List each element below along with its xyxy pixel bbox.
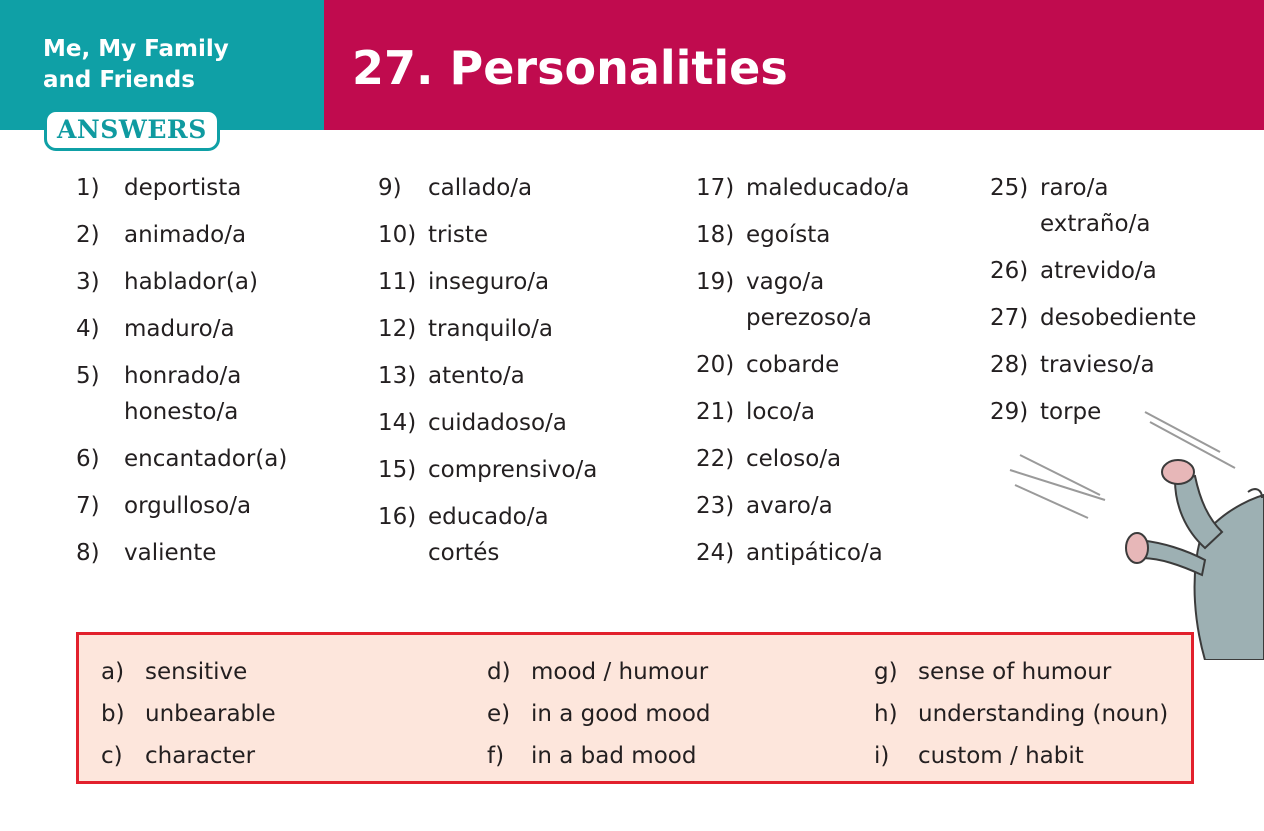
answer-words (428, 264, 549, 300)
vocabulary-text: character (145, 743, 256, 769)
falling-elephant-icon (1000, 400, 1264, 660)
answer-text: maleducado/a (746, 175, 910, 201)
answer-item (696, 441, 909, 477)
vocabulary-box (76, 632, 1194, 784)
answer-number: 24) (696, 540, 735, 566)
answer-number: 23) (696, 493, 735, 519)
answer-words (124, 264, 258, 300)
answer-number: 14) (378, 410, 417, 436)
answer-words (428, 499, 549, 571)
answer-text: callado/a (428, 175, 533, 201)
answer-item (76, 264, 287, 300)
answer-text: cortés (428, 540, 500, 566)
answer-text: deportista (124, 175, 242, 201)
answer-words (746, 488, 833, 524)
answer-words (746, 170, 909, 206)
answer-number: 21) (696, 399, 735, 425)
answer-item (76, 535, 287, 571)
answer-words (746, 394, 815, 430)
answer-words (124, 311, 235, 347)
answer-item (378, 499, 597, 571)
answer-text: antipático/a (746, 540, 883, 566)
vocabulary-item (487, 735, 711, 777)
answer-number: 9) (378, 175, 402, 201)
answer-text: orgulloso/a (124, 493, 252, 519)
answer-text: atento/a (428, 363, 525, 389)
vocabulary-item (874, 735, 1168, 777)
vocabulary-item (874, 693, 1168, 735)
answers-badge: ANSWERS (44, 109, 220, 151)
answer-number: 2) (76, 222, 100, 248)
answers-column-1 (76, 170, 287, 582)
answer-number: 16) (378, 504, 417, 530)
answer-text: comprensivo/a (428, 457, 598, 483)
answer-text: torpe (1040, 399, 1102, 425)
answer-number: 15) (378, 457, 417, 483)
answer-words (428, 405, 567, 441)
answer-text: travieso/a (1040, 352, 1155, 378)
answer-item (378, 217, 597, 253)
answer-number: 17) (696, 175, 735, 201)
answer-number: 22) (696, 446, 735, 472)
answer-number: 7) (76, 493, 100, 519)
answer-item (990, 253, 1196, 289)
answer-words (746, 535, 883, 571)
vocabulary-text: in a good mood (531, 701, 711, 727)
answer-text: inseguro/a (428, 269, 550, 295)
answer-words (746, 347, 839, 383)
vocabulary-text: sense of humour (918, 659, 1112, 685)
answer-number: 25) (990, 175, 1029, 201)
vocabulary-item (101, 693, 276, 735)
answer-item (990, 300, 1196, 336)
answer-text: tranquilo/a (428, 316, 554, 342)
answer-text: honesto/a (124, 399, 239, 425)
answer-words (428, 217, 488, 253)
vocabulary-letter: c) (101, 743, 123, 769)
answer-number: 19) (696, 269, 735, 295)
answer-number: 11) (378, 269, 417, 295)
answer-item (378, 170, 597, 206)
answer-words (124, 441, 287, 477)
answer-number: 26) (990, 258, 1029, 284)
answer-text: triste (428, 222, 489, 248)
answer-text: extraño/a (1040, 211, 1151, 237)
answers-column-3 (696, 170, 909, 582)
answer-item (696, 347, 909, 383)
answer-text: educado/a (428, 504, 549, 530)
answer-item (378, 264, 597, 300)
answer-words (428, 358, 525, 394)
vocabulary-letter: e) (487, 701, 511, 727)
vocabulary-letter: i) (874, 743, 890, 769)
answer-item (76, 441, 287, 477)
answer-words (124, 358, 241, 430)
answer-words (1040, 347, 1155, 383)
answer-number: 3) (76, 269, 100, 295)
answer-words (428, 452, 597, 488)
vocabulary-text: understanding (noun) (918, 701, 1169, 727)
answer-item (990, 347, 1196, 383)
answer-number: 13) (378, 363, 417, 389)
answer-number: 4) (76, 316, 100, 342)
answers-column-2 (378, 170, 597, 582)
vocabulary-text: custom / habit (918, 743, 1084, 769)
vocabulary-text: sensitive (145, 659, 248, 685)
vocabulary-column-3 (874, 651, 1168, 777)
topic-title: Me, My Family and Friends (43, 36, 229, 93)
answer-text: egoísta (746, 222, 831, 248)
vocabulary-item (874, 651, 1168, 693)
answer-text: perezoso/a (746, 305, 872, 331)
answer-number: 5) (76, 363, 100, 389)
answer-item (696, 394, 909, 430)
answer-text: encantador(a) (124, 446, 288, 472)
answer-item (378, 452, 597, 488)
answer-text: maduro/a (124, 316, 235, 342)
vocabulary-column-1 (101, 651, 276, 777)
answer-number: 8) (76, 540, 100, 566)
answer-text: atrevido/a (1040, 258, 1157, 284)
answer-item (378, 358, 597, 394)
answer-text: celoso/a (746, 446, 842, 472)
answer-words (1040, 300, 1196, 336)
vocabulary-text: in a bad mood (531, 743, 697, 769)
answer-item (696, 264, 909, 336)
answer-text: hablador(a) (124, 269, 258, 295)
answer-item (76, 170, 287, 206)
answer-text: cobarde (746, 352, 840, 378)
answer-item (696, 170, 909, 206)
vocabulary-item (487, 651, 711, 693)
answer-text: animado/a (124, 222, 247, 248)
answer-number: 28) (990, 352, 1029, 378)
vocabulary-letter: f) (487, 743, 505, 769)
answer-item (76, 311, 287, 347)
answer-words (746, 441, 841, 477)
answer-number: 12) (378, 316, 417, 342)
answer-text: desobediente (1040, 305, 1197, 331)
answer-text: raro/a (1040, 175, 1109, 201)
answer-number: 20) (696, 352, 735, 378)
answer-number: 27) (990, 305, 1029, 331)
answer-item (696, 488, 909, 524)
vocabulary-item (487, 693, 711, 735)
answer-number: 6) (76, 446, 100, 472)
answer-item (696, 217, 909, 253)
vocabulary-letter: g) (874, 659, 898, 685)
answer-words (746, 217, 830, 253)
answer-text: cuidadoso/a (428, 410, 567, 436)
answer-words (1040, 170, 1150, 242)
answer-words (1040, 253, 1157, 289)
vocabulary-letter: h) (874, 701, 898, 727)
answer-words (124, 488, 251, 524)
answer-item (696, 535, 909, 571)
answer-item (378, 405, 597, 441)
answer-item (76, 488, 287, 524)
answer-number: 29) (990, 399, 1029, 425)
answer-number: 10) (378, 222, 417, 248)
page-title: 27. Personalities (352, 41, 788, 95)
answer-item (76, 217, 287, 253)
vocabulary-text: mood / humour (531, 659, 709, 685)
vocabulary-item (101, 651, 276, 693)
vocabulary-text: unbearable (145, 701, 276, 727)
answer-words (124, 535, 216, 571)
answer-text: valiente (124, 540, 217, 566)
vocabulary-letter: a) (101, 659, 125, 685)
answer-words (124, 217, 246, 253)
answer-text: loco/a (746, 399, 816, 425)
answer-number: 1) (76, 175, 100, 201)
answer-words (746, 264, 872, 336)
vocabulary-item (101, 735, 276, 777)
answer-words (428, 311, 553, 347)
vocabulary-column-2 (487, 651, 711, 777)
answer-text: honrado/a (124, 363, 242, 389)
vocabulary-letter: d) (487, 659, 511, 685)
answer-words (428, 170, 532, 206)
answer-item (76, 358, 287, 430)
vocabulary-letter: b) (101, 701, 125, 727)
answer-text: vago/a (746, 269, 825, 295)
answer-item (990, 170, 1196, 242)
answer-number: 18) (696, 222, 735, 248)
header-banner (324, 0, 1264, 130)
answer-item (378, 311, 597, 347)
answer-words (124, 170, 241, 206)
answer-text: avaro/a (746, 493, 833, 519)
